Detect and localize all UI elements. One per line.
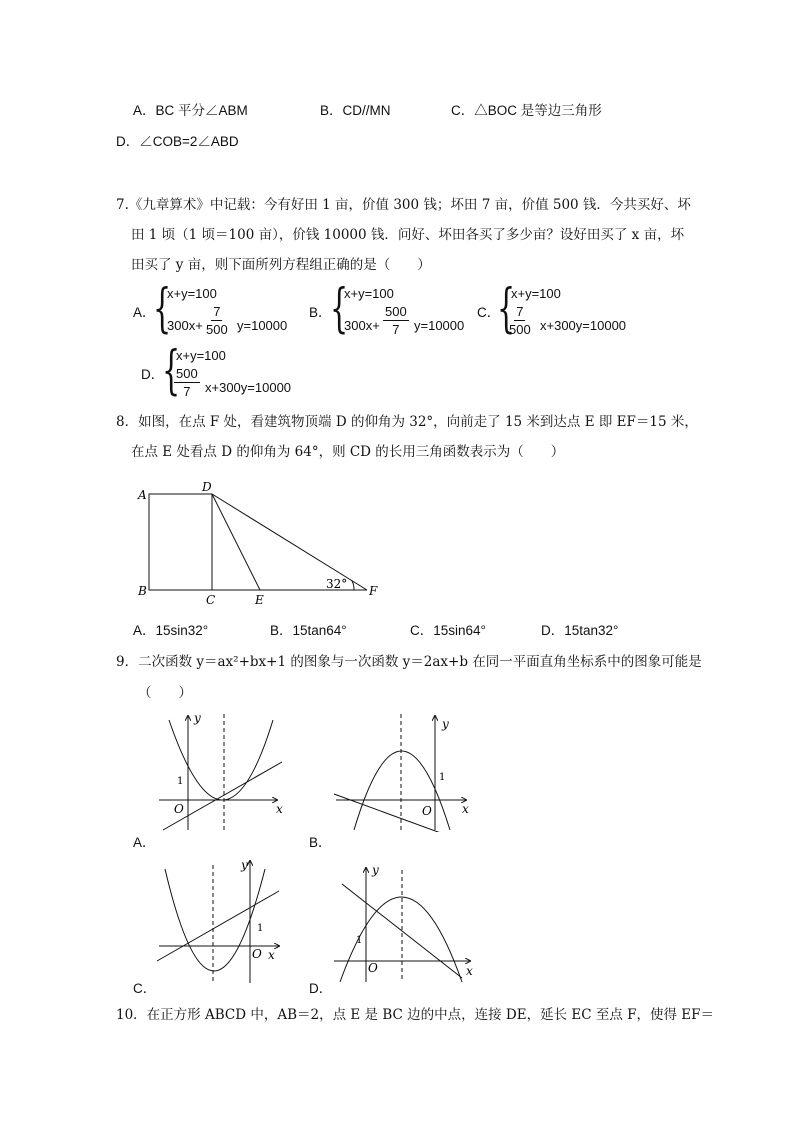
q8-label-a: A [138,488,147,502]
q8-figure [130,475,390,610]
q7-option-d-fraction [174,367,200,398]
q7-option-b-eq1: x+y=100 [344,286,394,301]
q7-line-3: 田买了 y 亩，则下面所列方程组正确的是（ ） [131,257,431,273]
q7-option-c-post: x+300y=10000 [540,318,627,333]
q7-option-c-eq1: x+y=100 [511,286,561,301]
q7-option-b-label: B． [309,305,332,320]
q9-d-y-label: y [372,863,379,877]
q8-line-df [212,494,367,590]
q7-option-b-den: 7 [392,322,400,337]
q9-b-one: 1 [439,772,446,783]
q7-line-1: 7.《九章算术》中记载：今有好田 1 亩，价值 300 钱；坏田 7 亩，价值 500 钱．今共买好、坏 [116,197,691,213]
q9-option-c: C． [133,981,157,996]
q7-option-a-pre: 300x+ [167,318,203,333]
q8-option-b: B．15tan64° [270,623,347,638]
q8-line-2: 在点 E 处看点 D 的仰角为 64°，则 CD 的长用三角函数表示为（ ） [131,444,565,460]
q9-line-1: 9．二次函数 y＝ax²+bx+1 的图象与一次函数 y＝2ax+b 在同一平面直角坐标系中的图象可能是 [116,654,702,670]
q7-option-b-num: 500 [385,304,407,319]
q9-option-d: D． [309,981,333,996]
q7-option-c-fraction [509,305,531,336]
q7-line-2: 田 1 顷（1 顷＝100 亩），价钱 10000 钱．问好、坏田各买了多少亩？设好田买了 x 亩，坏 [131,227,685,243]
q7-option-c-brace: { [497,279,516,339]
q8-label-c: C [206,593,216,607]
q8-angle-label: 32° [326,577,348,591]
q7-option-d-eq1: x+y=100 [176,348,226,363]
q7-option-b-post: y=10000 [414,318,465,333]
q9-c-origin: O [252,947,262,961]
q9-graph-b [332,712,472,832]
q9-d-origin: O [368,961,378,975]
q7-option-c-label: C． [477,305,501,320]
q9-a-origin: O [174,802,184,816]
q9-a-one: 1 [177,776,184,787]
q7-option-a-fraction [206,305,228,336]
q7-option-b-brace: { [330,279,349,339]
q9-a-x-label: x [276,802,283,816]
q6-option-d: D．∠COB=2∠ABD [116,134,239,149]
q7-option-c-num: 7 [516,304,524,319]
q7-option-a-brace: { [153,279,172,339]
q7-option-d-brace: { [162,341,181,401]
q9-b-x-label: x [462,802,469,816]
q9-b-origin: O [422,804,432,818]
q8-label-f: F [369,584,378,598]
q9-b-parabola [354,751,450,830]
q9-a-y-label: y [194,712,201,725]
q9-graph-d [330,860,478,985]
q8-label-e: E [255,593,264,607]
q7-option-c-den: 500 [509,322,531,337]
q7-option-d-den: 7 [183,384,191,399]
q9-d-x-label: x [466,964,473,978]
q7-option-b-fraction [383,305,409,336]
q8-line-1: 8．如图，在点 F 处，看建筑物顶端 D 的仰角为 32°，向前走了 15 米到达点 E 即 EF＝15 米， [116,414,698,430]
q9-line-2: （ ） [138,685,192,701]
q8-option-c: C．15sin64° [410,623,486,638]
q7-option-a-post: y=10000 [237,318,288,333]
q8-label-d: D [202,480,212,494]
q9-option-a: A． [133,835,156,850]
q6-option-b: B．CD//MN [320,103,391,118]
q6-option-a: A．BC 平分∠ABM [133,103,248,118]
q6-option-c: C．△BOC 是等边三角形 [451,103,602,118]
q8-option-a: A．15sin32° [133,623,209,638]
q8-label-b: B [138,584,147,598]
q7-option-a-den: 500 [206,322,228,337]
q9-a-line [163,762,282,830]
q7-option-d-post: x+300y=10000 [205,380,292,395]
q7-option-a-label: A． [133,305,156,320]
q7-option-a-num: 7 [213,304,221,319]
q7-option-a-eq1: x+y=100 [167,286,217,301]
q9-d-one: 1 [356,935,363,946]
q7-option-d-label: D． [141,367,165,382]
q9-c-one: 1 [257,923,264,934]
q9-c-y-label: y [241,858,248,872]
q9-graph-a [155,712,290,832]
q7-option-b-pre: 300x+ [344,318,380,333]
q9-b-y-label: y [442,717,449,731]
q9-option-b: B． [309,835,332,850]
q7-option-d-num: 500 [176,366,198,381]
q8-building-rect [149,494,212,590]
q10-line-1: 10．在正方形 ABCD 中，AB＝2，点 E 是 BC 边的中点，连接 DE，延长 EC 至点 F，使得 EF＝ [116,1007,715,1023]
q9-a-parabola [169,720,273,800]
q9-c-x-label: x [268,948,275,962]
q9-graph-c [155,855,290,985]
q8-option-d: D．15tan32° [541,623,619,638]
